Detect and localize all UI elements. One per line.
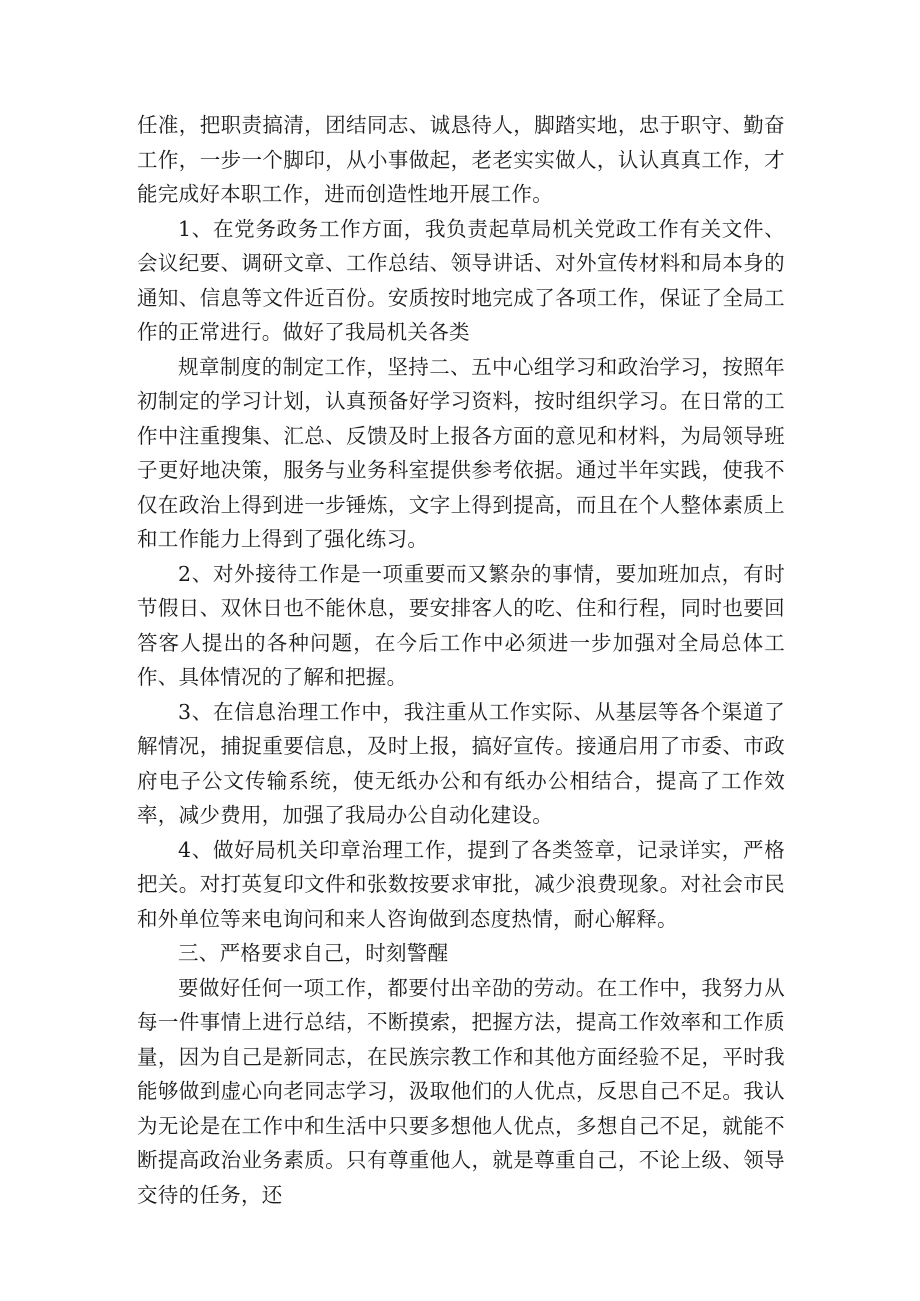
document-page	[137, 108, 785, 1212]
paragraph-reception: 2、对外接待工作是一项重要而又繁杂的事情，要加班加点，有时节假日、双休日也不能休息，要安排客人的吃、住和行程，同时也要回答客人提出的各种问题，在今后工作中必须进一步加强对全局总体工作、具体情况的了解和把握。	[137, 561, 785, 689]
paragraph-party-affairs: 1、在党务政务工作方面，我负责起草局机关党政工作有关文件、会议纪要、调研文章、工作总结、领导讲话、对外宣传材料和局本身的通知、信息等文件近百份。安质按时地完成了各项工作，保证了全局工作的正常进行。做好了我局机关各类	[137, 216, 785, 344]
section-heading: 三、严格要求自己，时刻警醒	[178, 941, 449, 965]
paragraph-self-discipline: 要做好任何一项工作，都要付出辛劭的劳动。在工作中，我努力从每一件事情上进行总结，不断摸索，把握方法，提高工作效率和工作质量，因为自己是新同志，在民族宗教工作和其他方面经验不足，平时我能够做到虚心向老同志学习，汲取他们的人优点，反思自己不足。我认为无论是在工作中和生活中只要多想他人优点，多想自己不足，就能不断提高政治业务素质。只有尊重他人，就是尊重自己，不论上级、领导交待的任务，还	[137, 975, 785, 1207]
paragraph-information: 3、在信息治理工作中，我注重从工作实际、从基层等各个渠道了解情况，捕捉重要信息，及时上报，搞好宣传。接通启用了市委、市政府电子公文传输系统，使无纸办公和有纸办公相结合，提高了工作效率，减少费用，加强了我局办公自动化建设。	[137, 699, 785, 827]
paragraph-regulations: 规章制度的制定工作，坚持二、五中心组学习和政治学习，按照年初制定的学习计划，认真预备好学习资料，按时组织学习。在日常的工作中注重搜集、汇总、反馈及时上报各方面的意见和材料，为局领导班子更好地决策，服务与业务科室提供参考依据。通过半年实践，使我不仅在政治上得到进一步锤炼，文字上得到提高，而且在个人整体素质上和工作能力上得到了强化练习。	[137, 354, 785, 551]
paragraph-seal-management: 4、做好局机关印章治理工作，提到了各类签章，记录详实，严格把关。对打英复印文件和张数按要求审批，减少浪费现象。对社会市民和外单位等来电询问和来人咨询做到态度热情，耐心解释。	[137, 837, 785, 931]
paragraph-continuation: 任准，把职责搞清，团结同志、诚恳待人，脚踏实地，忠于职守、勤奋工作，一步一个脚印，从小事做起，老老实实做人，认认真真工作，才能完成好本职工作，进而创造性地开展工作。	[137, 113, 785, 206]
